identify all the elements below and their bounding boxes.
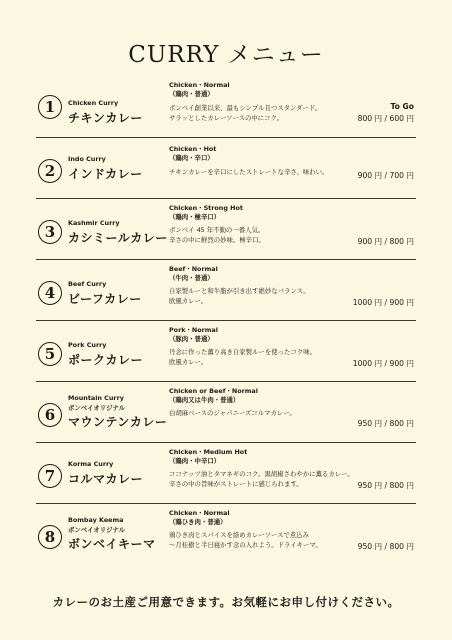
item-spice-en: Pork・Normal xyxy=(169,326,218,334)
item-number: 2 xyxy=(38,159,62,183)
item-description: 鶏ひき肉とスパイスを絡めカレーソースで煮込み 〜月桂樹と半日寝かす念の入れよう。ドライキーマ。 xyxy=(169,531,322,549)
item-name-jp: ビーフカレー xyxy=(68,292,142,306)
item-spice-en: Chicken・Medium Hot xyxy=(169,448,248,456)
item-price: 900 円 / 800 円 xyxy=(357,237,414,246)
menu-item xyxy=(36,74,416,138)
item-spice-jp: （鶏ひき肉・普通） xyxy=(169,518,227,526)
item-price: 950 円 / 800 円 xyxy=(357,542,414,551)
item-name-jp: インドカレー xyxy=(68,167,143,181)
menu-item xyxy=(36,504,416,564)
item-name-jp: ポークカレー xyxy=(68,353,144,367)
item-description: ボンベイ 45 年不動の一番人気。 辛さの中に鮮烈の妙味。極辛口。 xyxy=(169,226,265,244)
item-spice-en: Chicken・Strong Hot xyxy=(169,204,243,212)
item-name-en: Pork Curry xyxy=(68,341,107,349)
item-subtitle: ボンベイオリジナル xyxy=(68,404,126,412)
item-spice-en: Chicken・Normal xyxy=(169,509,230,517)
item-name-en: Bombay Keema xyxy=(68,516,124,524)
menu-item xyxy=(36,382,416,443)
item-spice-en: Beef・Normal xyxy=(169,265,218,273)
item-spice-jp: （牛肉・普通） xyxy=(169,274,214,282)
item-number: 8 xyxy=(38,525,62,549)
item-name-en: Beef Curry xyxy=(68,280,107,288)
item-description: 自家製ルーと和牛脂が引き出す絶妙なバランス。 欧風カレー。 xyxy=(169,287,310,305)
item-number: 7 xyxy=(38,464,62,488)
item-number: 5 xyxy=(38,342,62,366)
item-spice-jp: （鶏肉・辛口） xyxy=(169,154,214,162)
item-name-jp: マウンテンカレー xyxy=(68,415,168,429)
item-price: 950 円 / 800 円 xyxy=(357,481,414,490)
item-spice-jp: （豚肉・普通） xyxy=(169,335,214,343)
menu-item xyxy=(36,138,416,199)
item-spice-en: Chicken・Hot xyxy=(169,145,217,153)
item-description: ボンベイ創業以来、最もシンプル且つスタンダード。 サラッとしたカレーソースの中にコク。 xyxy=(169,104,322,122)
item-number: 3 xyxy=(38,220,62,244)
item-name-jp: ボンベイキーマ xyxy=(68,537,156,551)
item-description: ココナッツ油とタマネギのコク。黒胡椒さわやかに薫るカレー。 辛さの中の旨味がストレートに感じられます。 xyxy=(169,470,354,488)
footer-note: カレーのお土産ご用意できます。お気軽にお申し付けください。 xyxy=(52,595,400,609)
item-spice-jp: （鶏肉・極辛口） xyxy=(169,213,221,221)
menu-item xyxy=(36,260,416,321)
item-price: 900 円 / 700 円 xyxy=(357,171,414,180)
item-price: 800 円 / 600 円 xyxy=(357,114,414,123)
item-name-en: Mountain Curry xyxy=(68,394,124,402)
item-description: 丹念に作った薫り高き自家製ルーを使ったコク味。 欧風カレー。 xyxy=(169,348,316,366)
item-spice-jp: （鶏肉又は牛肉・普通） xyxy=(169,396,240,404)
item-spice-en: Chicken or Beef・Normal xyxy=(169,387,258,395)
menu-item xyxy=(36,199,416,260)
to-go-label: To Go xyxy=(390,102,414,111)
menu-list xyxy=(36,74,416,564)
item-description: 白胡麻ベースのジャパニーズコルマカレー。 xyxy=(169,409,296,417)
item-name-en: Chicken Curry xyxy=(68,99,119,107)
page-title: CURRY メニュー xyxy=(128,42,324,68)
item-subtitle: ボンベイオリジナル xyxy=(68,526,126,534)
item-name-jp: コルマカレー xyxy=(68,472,144,486)
item-name-jp: カシミールカレー xyxy=(68,231,168,245)
item-name-en: Indo Curry xyxy=(68,155,106,163)
item-price: 1000 円 / 900 円 xyxy=(352,298,414,307)
item-number: 1 xyxy=(38,95,62,119)
item-price: 1000 円 / 900 円 xyxy=(352,359,414,368)
item-spice-jp: （鶏肉・中辛口） xyxy=(169,457,221,465)
item-description: チキンカレーを辛口にしたストレートな辛さ、味わい。 xyxy=(169,168,329,176)
item-name-jp: チキンカレー xyxy=(68,111,143,125)
item-price: 950 円 / 800 円 xyxy=(357,419,414,428)
item-name-en: Korma Curry xyxy=(68,460,114,468)
item-spice-en: Chicken・Normal xyxy=(169,81,230,89)
menu-item xyxy=(36,443,416,504)
item-name-en: Kashmir Curry xyxy=(68,219,120,227)
menu-item xyxy=(36,321,416,382)
item-number: 4 xyxy=(38,281,62,305)
item-number: 6 xyxy=(38,403,62,427)
item-spice-jp: （鶏肉・普通） xyxy=(169,90,214,98)
